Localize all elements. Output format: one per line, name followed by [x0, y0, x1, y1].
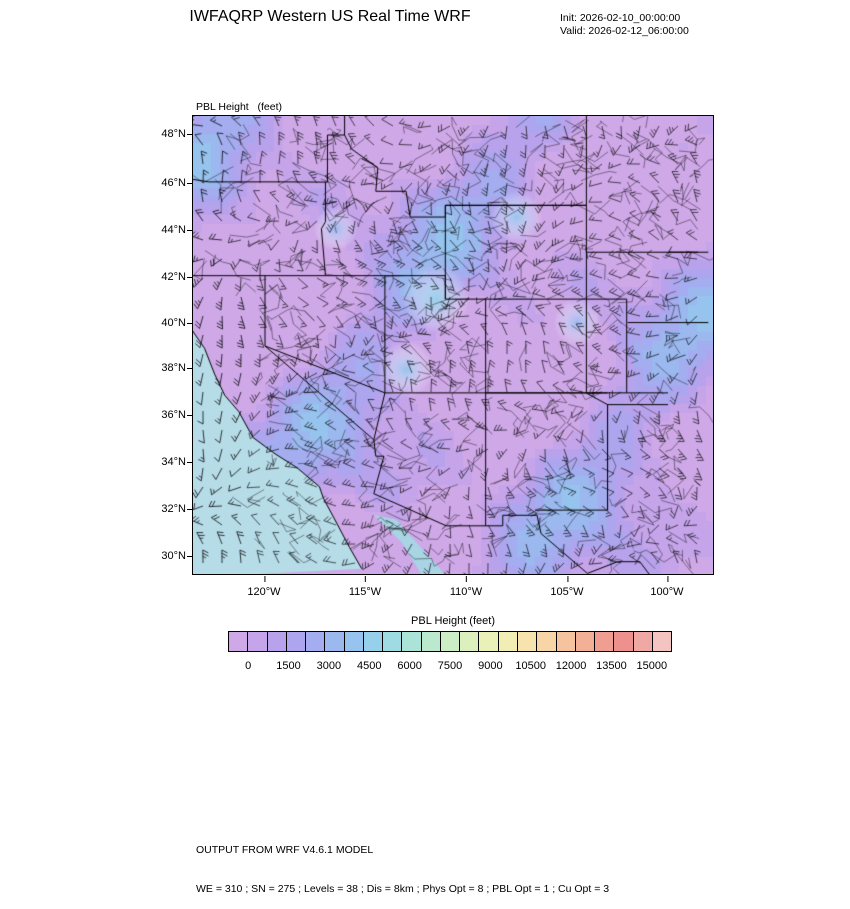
lon-tick-mark	[567, 576, 568, 582]
colorbar-swatch	[595, 632, 614, 651]
colorbar-swatch	[518, 632, 537, 651]
colorbar-swatch	[614, 632, 633, 651]
lat-tick-label: 30°N	[161, 550, 186, 562]
lat-tick-mark	[187, 323, 193, 324]
init-time-label: Init: 2026-02-10_00:00:00	[560, 12, 681, 24]
lon-tick-label: 120°W	[247, 586, 280, 598]
lat-tick-mark	[187, 556, 193, 557]
colorbar-swatch	[306, 632, 325, 651]
model-footer	[196, 818, 609, 909]
colorbar-tick-label: 12000	[555, 660, 587, 672]
colorbar-swatch	[557, 632, 576, 651]
colorbar-swatch	[460, 632, 479, 651]
latitude-axis	[120, 115, 186, 575]
colorbar-title: PBL Height (feet)	[411, 615, 495, 627]
colorbar-tick-labels	[228, 660, 672, 680]
lon-tick-mark	[466, 576, 467, 582]
colorbar	[228, 631, 672, 652]
colorbar-swatch	[345, 632, 364, 651]
lat-tick-mark	[187, 509, 193, 510]
colorbar-swatch	[229, 632, 248, 651]
lon-tick-mark	[264, 576, 265, 582]
lon-tick-label: 115°W	[349, 586, 381, 598]
map-canvas	[193, 116, 713, 574]
lat-tick-label: 32°N	[161, 503, 186, 515]
page-title: IWFAQRP Western US Real Time WRF	[189, 8, 471, 25]
model-run-info	[560, 12, 689, 38]
colorbar-swatch	[248, 632, 267, 651]
colorbar-tick-label: 3000	[316, 660, 342, 672]
map-plot-area	[192, 115, 714, 575]
lon-tick-mark	[365, 576, 366, 582]
colorbar-swatch	[479, 632, 498, 651]
colorbar-tick-label: 4500	[357, 660, 382, 672]
lat-tick-label: 44°N	[161, 224, 186, 236]
lat-tick-label: 40°N	[161, 317, 186, 329]
lon-tick-mark	[667, 576, 668, 582]
colorbar-tick-label: 1500	[276, 660, 301, 672]
lon-tick-label: 100°W	[650, 586, 683, 598]
lat-tick-mark	[187, 230, 193, 231]
colorbar-swatch	[402, 632, 421, 651]
lat-tick-mark	[187, 368, 193, 369]
lat-tick-label: 48°N	[161, 128, 186, 140]
lat-tick-label: 46°N	[161, 177, 186, 189]
colorbar-tick-label: 6000	[397, 660, 422, 672]
colorbar-swatch	[325, 632, 344, 651]
lat-tick-mark	[187, 134, 193, 135]
colorbar-swatch	[422, 632, 441, 651]
lat-tick-mark	[187, 183, 193, 184]
colorbar-swatch	[268, 632, 287, 651]
lat-tick-mark	[187, 277, 193, 278]
colorbar-swatch	[499, 632, 518, 651]
lat-tick-mark	[187, 415, 193, 416]
lon-tick-label: 110°W	[450, 586, 482, 598]
lat-tick-label: 36°N	[161, 409, 186, 421]
colorbar-swatch	[441, 632, 460, 651]
colorbar-tick-label: 9000	[478, 660, 503, 672]
valid-time-label: Valid: 2026-02-12_06:00:00	[560, 25, 689, 37]
colorbar-swatch	[576, 632, 595, 651]
footer-line-2: WE = 310 ; SN = 275 ; Levels = 38 ; Dis = 8km ; Phys Opt = 8 ; PBL Opt = 1 ; Cu Opt = 3	[196, 883, 610, 895]
colorbar-swatch	[287, 632, 306, 651]
lat-tick-label: 34°N	[161, 456, 186, 468]
colorbar-tick-label: 7500	[437, 660, 463, 672]
colorbar-tick-label: 10500	[515, 660, 547, 672]
colorbar-swatch	[383, 632, 402, 651]
colorbar-swatch	[364, 632, 383, 651]
colorbar-tick-label: 13500	[596, 660, 627, 672]
lat-tick-label: 38°N	[161, 362, 186, 374]
footer-line-1: OUTPUT FROM WRF V4.6.1 MODEL	[196, 844, 374, 856]
pbl-height-label: PBL Height (feet)	[196, 101, 282, 113]
lat-tick-label: 42°N	[161, 271, 186, 283]
colorbar-swatch	[634, 632, 653, 651]
colorbar-tick-label: 15000	[636, 660, 668, 672]
colorbar-swatch	[537, 632, 556, 651]
lat-tick-mark	[187, 462, 193, 463]
lon-tick-label: 105°W	[550, 586, 583, 598]
colorbar-swatch	[653, 632, 671, 651]
longitude-axis	[192, 576, 714, 616]
colorbar-tick-label: 0	[245, 660, 252, 672]
